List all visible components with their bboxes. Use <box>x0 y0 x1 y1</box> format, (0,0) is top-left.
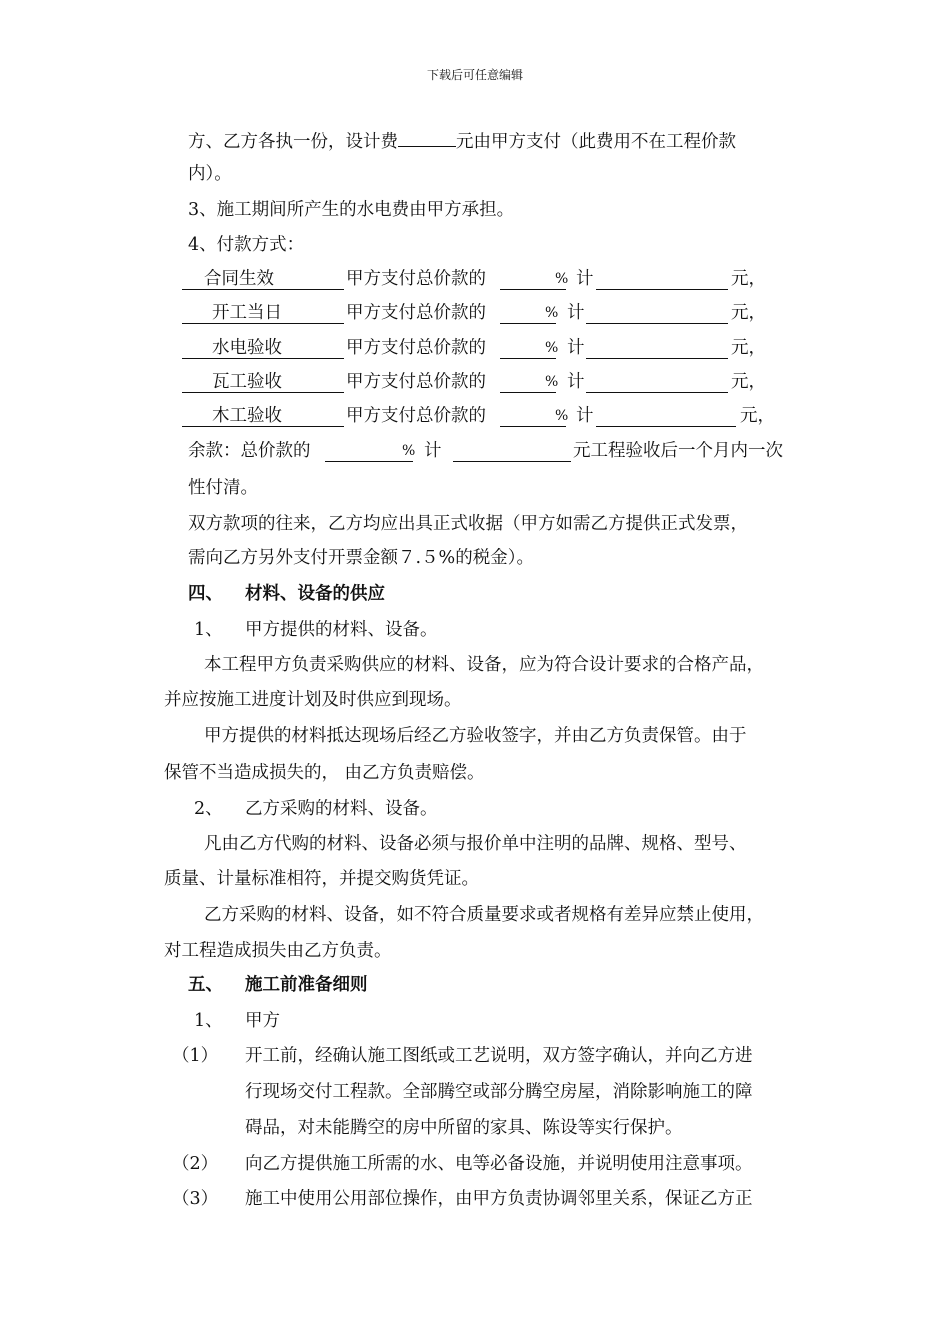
payment-stage: 合同生效 <box>204 269 274 289</box>
payment-row: 合同生效 甲方支付总价款的 % 计 元， <box>0 267 950 293</box>
payment-row: 瓦工验收 甲方支付总价款的 % 计 元， <box>0 370 950 396</box>
text-line: 对工程造成损失由乙方负责。 <box>164 941 392 961</box>
payment-stage: 木工验收 <box>212 406 282 426</box>
payment-row: 木工验收 甲方支付总价款的 % 计 元， <box>0 404 950 430</box>
text-line: 并应按施工进度计划及时供应到现场。 <box>164 690 462 710</box>
design-fee-line: 方、乙方各执一份，设计费 元由甲方支付（此费用不在工程价款 <box>188 126 736 154</box>
text-line: 凡由乙方代购的材料、设备必须与报价单中注明的品牌、规格、型号、 <box>204 834 747 854</box>
payment-stage: 开工当日 <box>212 303 282 323</box>
clause-4-title: 4、付款方式： <box>188 235 305 255</box>
payment-row: 开工当日 甲方支付总价款的 % 计 元， <box>0 301 950 327</box>
text-line: 乙方采购的材料、设备，如不符合质量要求或者规格有差异应禁止使用， <box>204 905 764 925</box>
list-item-line: 行现场交付工程款。全部腾空或部分腾空房屋，消除影响施工的障 <box>245 1082 753 1102</box>
text-line: 甲方提供的材料抵达现场后经乙方验收签字，并由乙方负责保管。由于 <box>204 726 747 746</box>
text-line: 本工程甲方负责采购供应的材料、设备，应为符合设计要求的合格产品， <box>204 655 764 675</box>
text-line: 双方款项的往来，乙方均应出具正式收据（甲方如需乙方提供正式发票， <box>188 514 748 534</box>
payment-stage: 水电验收 <box>212 338 282 358</box>
text-line: 需向乙方另外支付开票金额７.５%的税金）。 <box>188 548 534 568</box>
text-line: 质量、计量标准相符，并提交购货凭证。 <box>164 869 479 889</box>
payment-stage: 瓦工验收 <box>212 372 282 392</box>
page-header: 下载后可任意编辑 <box>426 68 523 82</box>
text-line: 内）。 <box>188 164 232 184</box>
balance-line: 余款：总价款的 % 计 元工程验收后一个月内一次 <box>188 441 783 461</box>
clause-3: 3、施工期间所产生的水电费由甲方承担。 <box>188 200 515 220</box>
design-fee-blank <box>398 126 456 147</box>
payment-row: 水电验收 甲方支付总价款的 % 计 元， <box>0 336 950 362</box>
text-line: 保管不当造成损失的， 由乙方负责赔偿。 <box>164 763 485 783</box>
list-item-line: 碍品，对未能腾空的房中所留的家具、陈设等实行保护。 <box>245 1118 683 1138</box>
text-line: 性付清。 <box>188 478 258 498</box>
